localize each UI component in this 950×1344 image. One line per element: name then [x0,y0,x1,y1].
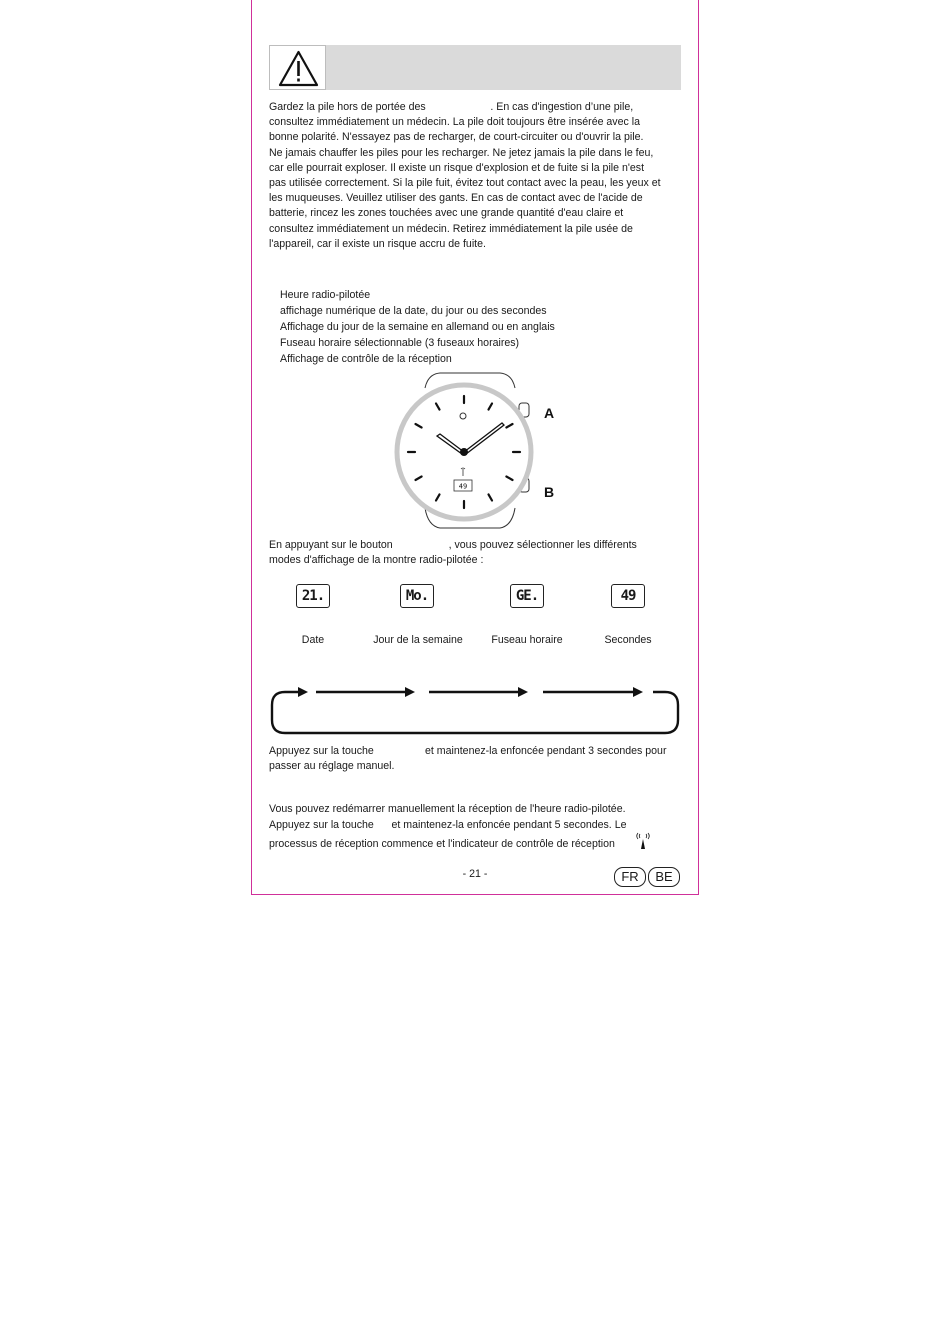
warning-line: consultez immédiatement un médecin. Retirez immédiatement la pile usée de [269,222,633,235]
watch-display: 49 [458,482,468,491]
warning-line: batterie, rincez les zones touchées avec une grande quantité d'eau claire et [269,207,624,220]
feature-item: Affichage du jour de la semaine en allemand ou en anglais [280,321,555,333]
warning-line: Ne jamais chauffer les piles pour les recharger. Ne jetez jamais la pile dans le feu, [269,146,654,159]
warning-line: les muqueuses. Veuillez utiliser des gants. En cas de contact avec de l'acide de [269,192,643,205]
mode-label-seconds: Secondes [604,634,652,646]
feature-item: Heure radio-pilotée [280,289,371,301]
reception-line3: processus de réception commence et l'indicateur de contrôle de réception [269,838,615,850]
mode-label-timezone: Fuseau horaire [491,634,563,646]
warning-line: pas utilisée correctement. Si la pile fuit, évitez tout contact avec la peau, les yeux et [269,177,661,190]
warning-line: l'appareil, car il existe un risque accru de fuite. [269,237,486,250]
feature-item: affichage numérique de la date, du jour ou des secondes [280,305,547,317]
mode-display-timezone: GE. [510,584,544,608]
warning-line: bonne polarité. N'essayez pas de recharger, de court-circuiter ou d'ouvrir la pile. [269,131,644,144]
mode-display-weekday: Mo. [400,584,434,608]
warning-triangle-icon [270,46,327,91]
mode-label-date: Date [301,634,325,646]
button-a-label: A [544,405,555,421]
mode-label-weekday: Jour de la semaine [373,634,463,646]
feature-item: Fuseau horaire sélectionnable (3 fuseaux horaires) [280,337,520,349]
modes-intro-line: modes d'affichage de la montre radio-pilotée : [269,554,484,567]
modes-intro [269,538,681,568]
mode-cycle-arrows [265,680,685,740]
mode-display-seconds: 49 [611,584,645,608]
features-list [280,287,555,367]
warning-icon-box [269,45,326,90]
modes-intro-line: En appuyant sur le bouton , vous pouvez sélectionner les différents [269,539,637,551]
reception-line2: Appuyez sur la touche et maintenez-la enfoncée pendant 5 secondes. Le [269,819,627,831]
mode-display-date: 21. [296,584,330,608]
reception-signal-icon [634,832,652,850]
warning-line: Gardez la pile hors de portée des . En cas d'ingestion d’une pile, [269,101,634,113]
warning-line: consultez immédiatement un médecin. La pile doit toujours être insérée avec la [269,116,640,129]
warning-line: car elle pourrait exploser. Il existe un risque d'explosion et de fuite si la pile n'est [269,161,645,174]
manual-setting-line1-start: Appuyez sur la touche [269,745,374,757]
watch-illustration [390,368,570,533]
manual-setting-line2: passer au réglage manuel. [269,760,395,772]
warning-paragraph [269,100,681,252]
warning-header-bar [269,45,681,90]
lang-badge-be: BE [648,867,680,887]
reception-line1: Vous pouvez redémarrer manuellement la réception de l'heure radio-pilotée. [269,803,626,815]
lang-badge-fr: FR [614,867,646,887]
page-number: - 21 - [462,868,488,880]
manual-setting-line1-end: et maintenez-la enfoncée pendant 3 secondes pour [425,745,667,757]
feature-item: Affichage de contrôle de la réception [280,353,452,365]
button-b-label: B [544,484,555,500]
